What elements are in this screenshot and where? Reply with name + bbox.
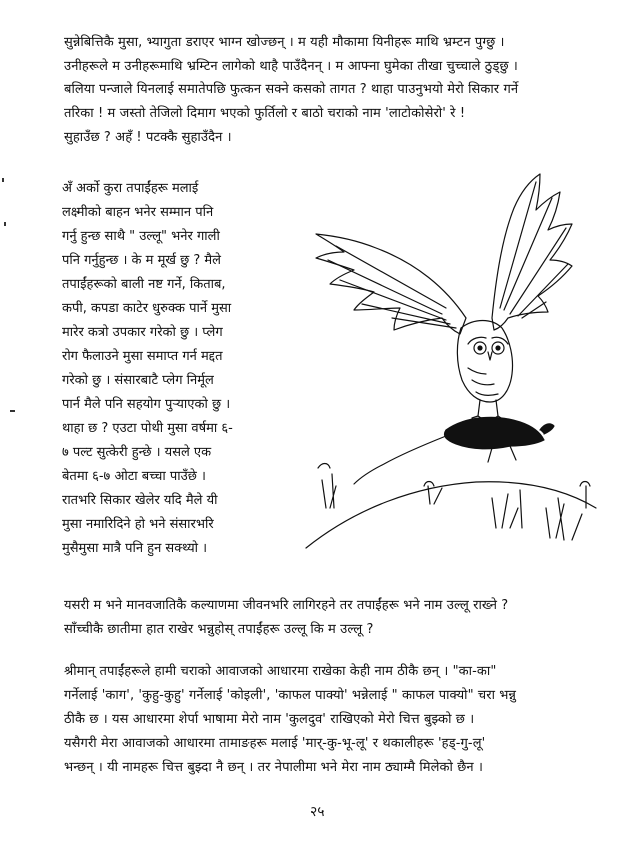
text-line: सुन्नेबित्तिकै मुसा, भ्यागुता डराएर भाग्न खोज्छन् । म यही मौकामा यिनीहरू माथि भ्रम्टन पुग्छु । [64, 35, 505, 50]
page-number: २५ [310, 804, 325, 820]
text-line: पार्न मैले पनि सहयोग पुऱ्याएको छु । [62, 397, 231, 412]
text-line: बलिया पन्जाले यिनलाई समातेपछि फुत्कन सक्ने कसको तागत ? थाहा पाउनुभयो मेरो सिकार गर्ने [64, 82, 519, 97]
text-line: उनीहरूले म उनीहरूमाथि भ्रम्टिन लागेको थाहै पाउँदैनन् । म आफ्ना घुमेका तीखा चुच्चाले ठुड्छु । [64, 59, 518, 74]
text-line: पनि गर्नुहुन्छ । के म मूर्ख छु ? मैले [62, 253, 221, 268]
text-line: मुसैमुसा मात्रै पनि हुन सक्थ्यो । [62, 541, 208, 556]
text-line: ठीकै छ । यस आधारमा शेर्पा भाषामा मेरो नाम 'कुलदुव' राखिएको मेरो चित्त बुझ्को छ । [64, 712, 475, 727]
text-line: ७ पल्ट सुत्केरी हुन्छे । यसले एक [62, 445, 212, 460]
text-line: रोग फैलाउने मुसा समाप्त गर्न मद्दत [62, 349, 223, 364]
text-line: यसैगरी मेरा आवाजको आधारमा तामाङहरू मलाई 'मार्-कु-भू-लू' र थकालीहरू 'हड्-गु-लू' [64, 736, 486, 751]
text-line: तरिका ! म जस्तो तेजिलो दिमाग भएको फुर्तिलो र बाठो चराको नाम 'लाटोकोसेरो' रे ! [64, 106, 466, 121]
text-line: श्रीमान् तपाईंहरूले हामी चराको आवाजको आधारमा राखेका केही नाम ठीकै छन् । "का-का" [64, 664, 497, 679]
text-line: कपी, कपडा काटेर धुरुक्क पार्ने मुसा [62, 301, 232, 316]
margin-mark [2, 178, 4, 182]
text-line: थाहा छ ? एउटा पोथी मुसा वर्षमा ६- [62, 421, 233, 436]
text-line: अँ अर्को कुरा तपाईंहरू मलाई [62, 181, 199, 196]
margin-mark [4, 222, 6, 226]
text-line: रातभरि सिकार खेलेर यदि मैले यी [62, 493, 218, 508]
text-line: मारेर कत्रो उपकार गरेको छु । प्लेग [62, 325, 223, 340]
owl-catching-rat-icon [296, 168, 606, 558]
text-line: गर्नेलाई 'काग', 'कुहु-कुहु' गर्नेलाई 'कोइली', 'काफल पाक्यो' भन्नेलाई " काफल पाक्यो" चरा भन्नु [64, 688, 517, 703]
text-line: गरेको छु । संसारबाटै प्लेग निर्मूल [62, 373, 214, 388]
margin-mark [10, 410, 15, 412]
text-line: लक्ष्मीको बाहन भनेर सम्मान पनि [62, 205, 214, 220]
text-line: साँच्चीकै छातीमा हात राखेर भन्नुहोस् तपाईंहरू उल्लू कि म उल्लू ? [64, 622, 374, 637]
text-line: तपाईंहरूको बाली नष्ट गर्ने, किताब, [62, 277, 226, 292]
text-line: सुहाउँछ ? अहँ ! पटक्कै सुहाउँदैन । [64, 130, 232, 145]
text-line: मुसा नमारिदिने हो भने संसारभरि [62, 517, 214, 532]
text-line: बेतमा ६-७ ओटा बच्चा पाउँछे । [62, 469, 206, 484]
text-line: यसरी म भने मानवजातिकै कल्याणमा जीवनभरि लागिरहने तर तपाईंहरू भने नाम उल्लू राख्ने ? [64, 598, 509, 613]
text-line: भन्छन् । यी नामहरू चित्त बुझ्दा नै छन् । तर नेपालीमा भने मेरा नाम ठ्याम्मै मिलेको छैन । [64, 760, 484, 775]
text-line: गर्नु हुन्छ साथै " उल्लू" भनेर गाली [62, 229, 220, 244]
